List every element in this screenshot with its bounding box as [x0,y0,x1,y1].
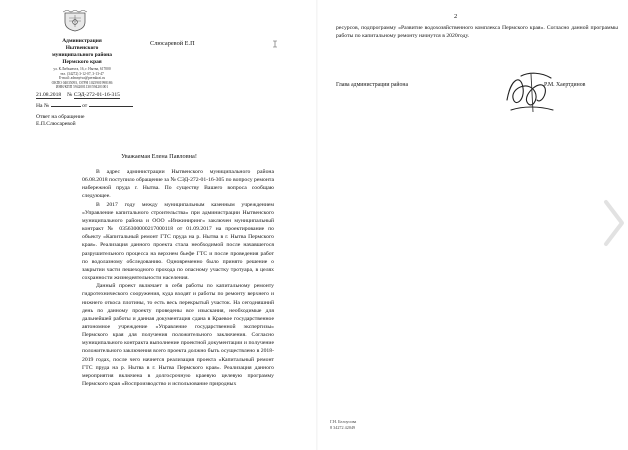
from-date-blank [89,106,133,107]
continuation-text: ресурсов, подпрограмму «Развитие водохозяйственного комплекса Пермского края». Согласно данной программы работы по капитальному ремонту начнутся в 2020году. [336,25,618,40]
signer-name: Р.М. Хаертдинов [544,82,586,88]
recipient-name: Слюсаревой Е.П [150,40,195,47]
org-name-line1: Администрация [62,38,102,44]
letter-page-2 [318,0,628,450]
from-prefix: от [82,103,88,109]
on-number-blank [51,106,81,107]
executor-name: Г.Н. Белоусова [330,419,357,424]
registration-mark-icon [272,40,278,48]
org-address-line: ул. К.Либкнехта, 16, г. Нытва, 617000 [53,67,111,71]
executor-phone: 8 34272 42049 [330,425,356,430]
org-name-line2: Нытвенского [65,45,99,51]
org-name-line4: Пермского края [62,59,102,65]
chevron-right-icon[interactable] [598,196,628,250]
org-name-line3: муниципального района [52,52,112,58]
reply-subject-line1: Ответ на обращение [36,114,85,120]
body-paragraph-2: В 2017 году между муниципальным казенным учреждением «Управление капитального строительства» при администрации Нытвенского муниципального района и ООО «Инжиниринг» заключен муниципальный контракт № 0356300000217000118 от 01.09.2017 на проектирование по объекту «Капитальный ремонт ГТС пруда на р. Нытва в г. Нытва Пермского края». Реализация данного проекта стала необходимой после начавшегося разрушительного процесса на верхнем бьефе ГТС и после проведения работ по водолазному обследованию. Одновременно было принято решение о закрытии части пешеходного прохода по опасному участку тротуара, в целях сохранности жизнедеятельности населения. [82,201,274,282]
on-number-prefix: На № [36,103,50,109]
handwritten-signature [501,70,559,114]
reg-number-prefix: № [66,92,73,98]
page-number: 2 [454,13,458,20]
signer-title: Глава администрации района [336,82,409,88]
reg-number: СЭД-272-01-16-315 [73,92,120,98]
reply-subject-line2: Е.П.Слюсаревой [36,121,76,127]
reg-date: 21.08.2018 [36,92,62,98]
salutation: Уважаемая Елена Павловна! [121,153,197,160]
org-address-line: E-mail: admnytva@permkrai.ru [58,76,106,80]
incoming-ref-line [36,103,133,109]
letter-body [82,168,274,388]
org-address-line: ОКПО 04035093, ОГРН 1025901998186 [51,80,113,85]
coat-of-arms-icon [62,10,88,32]
body-paragraph-3: Данный проект включает в себя работы по капитальному ремонту гидротехнического сооружения, куда входят и работы по ремонту верхнего и нижнего откоса плотины, то есть весь перекрытый участок. На сегодняшний день по данному проекту проведены все изыскания, необходимые для дальнейшей работы и данная документация сдана в Краевое государственное автономное учреждение «Управление государственной экспертизы» Пермского края для получения положительного заключения. Согласно муниципального контракта выполнение проектной документации и получение положительного заключения всего проекта должно быть осуществлено в 2018-2019 годах, после чего начнется реализация проекта «Капитальный ремонт ГТС пруда на р. Нытва в г. Нытва Пермского края». Реализация данного мероприятия включена в долгосрочную краевую целевую программу Пермского края «Воспроизводство и использование природных [82,283,274,388]
org-address-line: тел. (34272) 3-12-07, 3-13-47 [60,71,104,76]
body-paragraph-1: В адрес администрации Нытвенского муниципального района 06.08.2018 поступило обращение за № СЭД-272-01-16-305 по вопросу ремонта набережной пруда г. Нытва. По существу Вашего вопроса сообщаю следующее. [82,169,274,200]
registration-line [36,92,120,99]
org-address-line: ИНН/КПП 5942001130/594201001 [55,85,109,89]
